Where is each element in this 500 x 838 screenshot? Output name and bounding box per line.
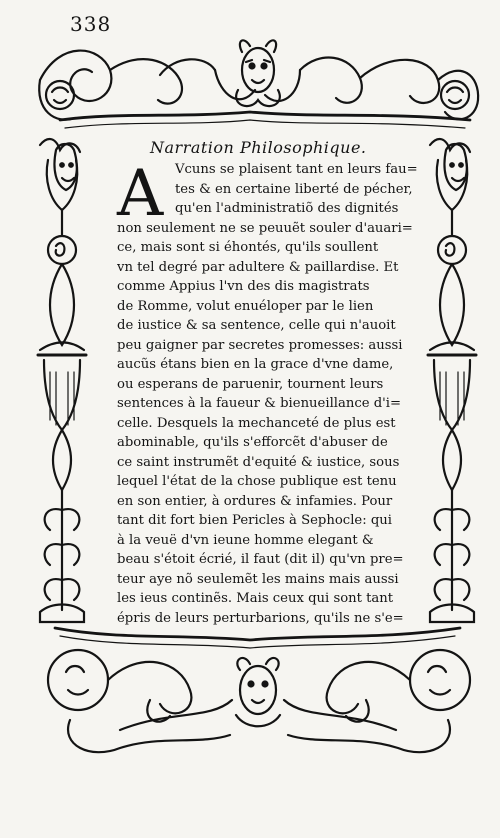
body-text [117,157,435,628]
text-line: de Romme, volut enuéloper par le lien [117,298,374,314]
text-line: abominable, qu'ils s'efforcẽt d'abuser de [117,435,388,450]
text-line: sentences à la faueur & bienueillance d'i= [117,396,402,411]
text-line: lequel l'état de la chose publique est tenu [117,474,397,489]
text-line: beau s'étoit écrié, il faut (dit il) qu'vn pre= [117,552,404,567]
page-number: 338 [70,12,112,36]
top-border-band [39,51,478,128]
text-line: en son entier, à ordures & infamies. Pour [117,493,393,509]
text-line: épris de leurs perturbarions, qu'ils ne s'e= [117,610,404,626]
grotesque-mask-bottom [236,658,280,726]
text-line: ou esperans de paruenir, tournent leurs [117,376,384,392]
chapter-title: Narration Philosophique. [150,138,367,157]
text-line: ce, mais sont si éhontés, qu'ils soullent [117,240,379,255]
text-line: Vcuns se plaisent tant en leurs fau= [175,162,418,177]
text-line: qu'en l'administratiõ des dignités [175,201,399,216]
left-border-column [38,139,86,622]
text-line: de iustice & sa sentence, celle qui n'auoit [117,318,396,333]
grotesque-mask-top [236,40,280,106]
drop-cap-initial: A [117,157,164,231]
text-line: comme Appius l'vn des dis magistrats [117,279,370,294]
satyr-herm-right [444,144,466,190]
text-line: non seulement ne se peuuẽt souler d'auari= [117,220,413,236]
bottom-border-band [48,628,470,752]
text-line: vn tel degré par adultere & paillardise. Et [117,259,399,275]
text-line: tant dit fort bien Pericles à Sephocle: qui [117,513,392,528]
text-line: aucũs étans bien en la grace d'vne dame, [117,357,394,372]
text-line: tes & en certaine liberté de pécher, [175,181,413,197]
text-line: teur aye nõ seulemẽt les mains mais aussi [117,571,399,587]
text-line: celle. Desquels la mechanceté de plus est [117,415,396,431]
text-line: ce saint instrumẽt d'equité & iustice, sous [117,454,400,470]
right-border-column [428,139,476,622]
satyr-herm-left [54,144,76,190]
text-line: les ieus continẽs. Mais ceux qui sont tant [117,591,394,606]
text-line: à la veuë d'vn ieune homme elegant & [117,532,374,548]
text-line: peu gaigner par secretes promesses: aussi [117,337,403,353]
